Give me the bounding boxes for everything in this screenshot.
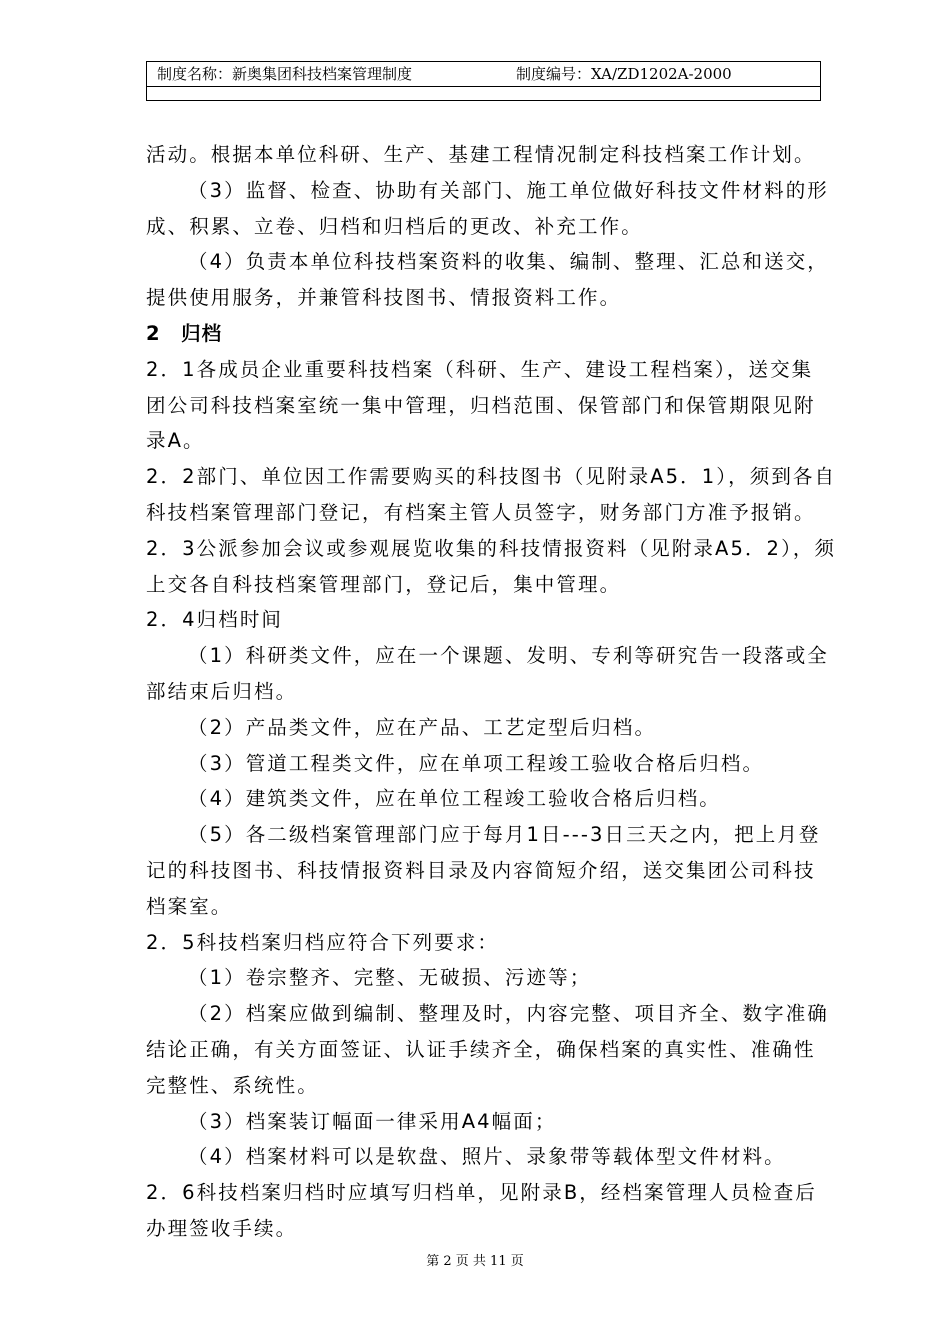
section-heading: 2 归档 xyxy=(146,321,223,345)
text-line: 2．5科技档案归档应符合下列要求： xyxy=(146,930,500,954)
text-line: （2）档案应做到编制、整理及时，内容完整、项目齐全、数字准确 xyxy=(188,1002,829,1026)
text-line: （3）监督、检查、协助有关部门、施工单位做好科技文件材料的形 xyxy=(188,178,829,202)
text-line: 2．1各成员企业重要科技档案（科研、生产、建设工程档案），送交集 xyxy=(146,357,814,381)
text-line: 成、积累、立卷、归档和归档后的更改、补充工作。 xyxy=(146,214,643,238)
text-line: 科技档案管理部门登记，有档案主管人员签字，财务部门方准予报销。 xyxy=(146,500,816,524)
text-line: 录A。 xyxy=(146,429,205,453)
page-number: 第 2 页 共 11 页 xyxy=(426,1254,524,1269)
text-line: （1）卷宗整齐、完整、无破损、污迹等； xyxy=(188,966,592,990)
text-line: （4）负责本单位科技档案资料的收集、编制、整理、汇总和送交， xyxy=(188,250,829,274)
text-line: （5）各二级档案管理部门应于每月1日---3日三天之内，把上月登 xyxy=(188,823,821,847)
text-line: 2．4归档时间 xyxy=(146,608,284,632)
text-line: 记的科技图书、科技情报资料目录及内容简短介绍，送交集团公司科技 xyxy=(146,858,816,882)
text-line: 完整性、系统性。 xyxy=(146,1073,319,1097)
document-name: 制度名称：新奥集团科技档案管理制度 xyxy=(157,65,413,83)
text-line: 团公司科技档案室统一集中管理，归档范围、保管部门和保管期限见附 xyxy=(146,393,816,417)
text-line: 2．3公派参加会议或参观展览收集的科技情报资料（见附录A5．2），须 xyxy=(146,536,837,560)
text-line: （2）产品类文件，应在产品、工艺定型后归档。 xyxy=(188,715,657,739)
text-line: 档案室。 xyxy=(146,894,233,918)
text-line: 2．6科技档案归档时应填写归档单，见附录B，经档案管理人员检查后 xyxy=(146,1181,817,1205)
text-line: （1）科研类文件，应在一个课题、发明、专利等研究告一段落或全 xyxy=(188,644,829,668)
text-line: 活动。根据本单位科研、生产、基建工程情况制定科技档案工作计划。 xyxy=(146,143,816,166)
text-line: （3）管道工程类文件，应在单项工程竣工验收合格后归档。 xyxy=(188,751,765,775)
text-line: 办理签收手续。 xyxy=(146,1216,298,1240)
body-text xyxy=(146,137,846,1247)
text-line: 上交各自科技档案管理部门，登记后，集中管理。 xyxy=(146,572,622,596)
text-line: 结论正确，有关方面签证、认证手续齐全，确保档案的真实性、准确性 xyxy=(146,1037,816,1061)
document-code: 制度编号：XA/ZD1202A-2000 xyxy=(516,65,732,83)
header-table xyxy=(146,61,821,101)
header-row xyxy=(147,62,820,87)
text-line: 提供使用服务，并兼管科技图书、情报资料工作。 xyxy=(146,286,622,310)
text-line: 2．2部门、单位因工作需要购买的科技图书（见附录A5．1），须到各自 xyxy=(146,465,837,489)
text-line: 部结束后归档。 xyxy=(146,679,298,703)
text-line: （3）档案装订幅面一律采用A4幅面； xyxy=(188,1109,557,1133)
text-line: （4）建筑类文件，应在单位工程竣工验收合格后归档。 xyxy=(188,787,721,811)
text-line: （4）档案材料可以是软盘、照片、录象带等载体型文件材料。 xyxy=(188,1145,786,1169)
